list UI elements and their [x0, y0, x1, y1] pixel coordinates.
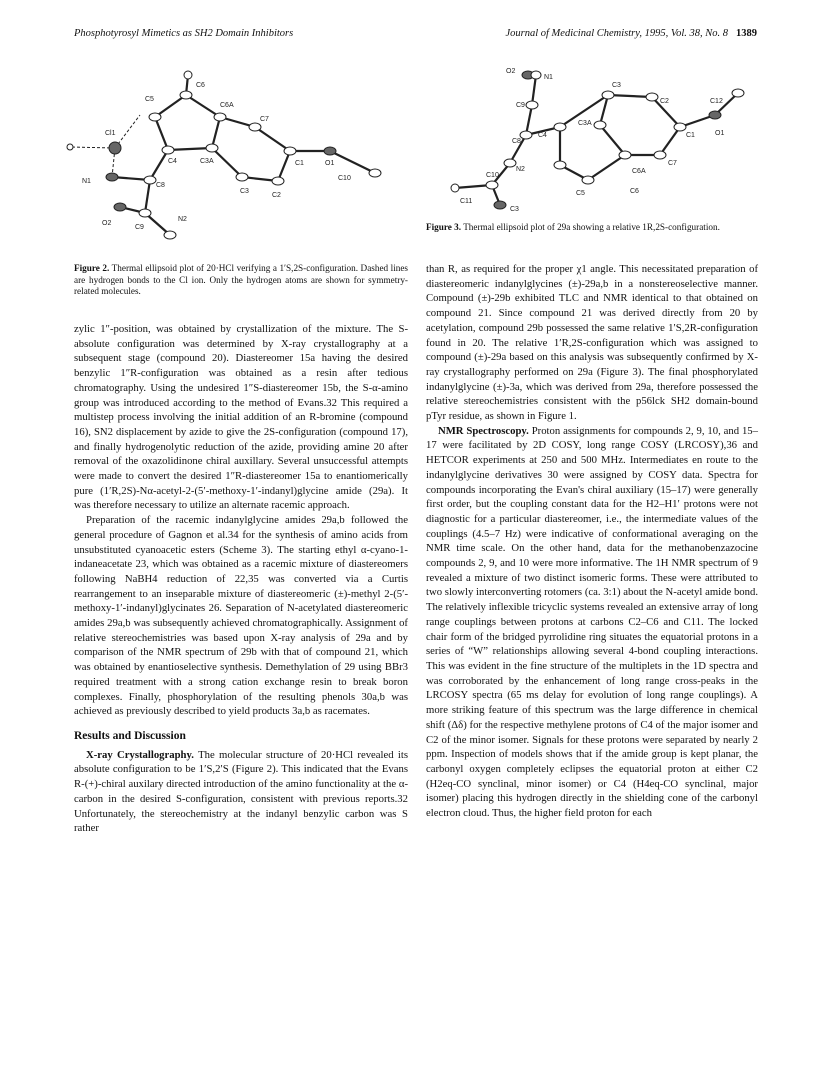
atom-label: C3 [510, 206, 519, 213]
atom-label: Cl1 [105, 130, 116, 137]
paragraph: zylic 1″-position, was obtained by crystallization of the mixture. The S-absolute configuration was determined by X-ray crystallography at a subsequent stage (compound 20). Diastereomer 15a having the desired benzylic 1″R-configuration was obtained as a resin after tedious chromatography. Using the undesired 1″S-diastereomer 15b, the S-α-amino group was introduced according to the method of Evans.32 This required a multistep process involving the initial addition of an R-bromine (compound 16), SN2 displacement by azide to give the 2S-configuration (compound 17), and finally hydrogenolytic reduction of the azide, providing amine 20 after removal of the oxazolidinone chiral auxillary. Several unsuccessful attempts were made to convert the desired 1″R-diastereomer 15a to enantiomerically pure (1′R,2S)-Nα-acetyl-2-(5′-methoxy-1′-indanyl)glycine amide (29a). It was therefore necessary to utilize an alternate racemic approach. [74, 323, 408, 512]
atom-label: C7 [668, 160, 677, 167]
atom-label: O2 [506, 68, 516, 75]
atom-label: C6A [632, 168, 646, 175]
atom-label: C1 [295, 160, 304, 167]
paragraph-text: Proton assignments for compounds 2, 9, 10, and 15–17 were facilitated by 2D COSY, long range COSY (LRCOSY),36 and HETCOR experiments at 250 and 500 MHz. Intermediates en route to the indanylglycine derivatives 30 were assigned by COSY data. Spectra for compounds incorporating the Evan's chiral auxiliary (15–17) were generally first order, but the coupling constant data for the H2–H1′ protons were not diagnostic for a particular diastereomer, i.e., the intermediate values of the couplings (4.5–7 Hz) were indicative of conformational averaging on the NMR time scale. On the other hand, data for the methanobenzazocine compounds 2, 9, and 10 were more informative. The 1H NMR spectrum of 9 revealed a mixture of two distinct isomeric forms. These were attributed to two slowly interconverting rotomers (ca. 3:1) about the N-acetyl amide bond. The relatively inflexible tricyclic systems revealed an extensive array of long range couplings between protons at carbons C2–C6 and C11. The locked chair form of the bridged pyrrolidine ring situates the equatorial protons in a series of “W” relationships allowing several 4-bond coupling interactions. This was evident in the fine structure of the multiplets in the 1D spectra and was corroborated by the enhancement of long range cross-peaks in the LRCOSY spectra (65 ms delay for evolution of long range couplings). A more striking feature of this spectrum was the large difference in chemical shift (Δδ) for the respective methylene protons of C4 of the major isomer and C2 of the minor isomer. Signals for these protons were separated by nearly 2 ppm. Inspection of models shows that if the amide group is kept planar, the carbonyl oxygen completely eclipses the equatorial proton at either C2 (H2eq-CO synclinal, minor isomer) or C4 (H4eq-CO synclinal, major isomer) placing this hydrogen directly in the shielding cone of the carbonyl electron cloud. Thus, the higher field proton for each [426, 424, 758, 820]
atom-label: C4 [168, 158, 177, 165]
atom-label: C9 [135, 224, 144, 231]
running-header [74, 28, 757, 44]
atom-label: N2 [516, 166, 525, 173]
atom-label: C5 [576, 190, 585, 197]
right-column [426, 262, 758, 821]
atom-label: N2 [178, 216, 187, 223]
run-in-heading: X-ray Crystallography. [86, 748, 194, 761]
atom-label: C1 [686, 132, 695, 139]
atom-label: O1 [325, 160, 335, 167]
paragraph [426, 424, 758, 821]
atom-label: C7 [260, 116, 269, 123]
atom-label: C5 [145, 96, 154, 103]
journal-citation: Journal of Medicinal Chemistry, 1995, Vol. 38, No. 8 [505, 28, 728, 39]
atom-label: C8 [512, 138, 521, 145]
atom-label: N1 [544, 74, 553, 81]
header-journal [505, 28, 757, 39]
figure-2 [50, 55, 410, 255]
atom-label: C3A [200, 158, 214, 165]
caption-label: Figure 3. [426, 222, 462, 232]
atom-label: C6 [196, 82, 205, 89]
atom-label: C9 [516, 102, 525, 109]
figure-2-caption [74, 263, 408, 298]
caption-text: Thermal ellipsoid plot of 29a showing a relative 1R,2S-configuration. [463, 222, 720, 232]
paragraph: than R, as required for the proper χ1 angle. This necessitated preparation of diastereomeric indanylglycines (±)-29a,b in a nonstereoselective manner. Compound (±)-29b exhibited TLC and NMR identical to that obtained on compound 21. Since compound 21 was derived directly from 20 by acetylation, compound 29b possessed the same relative 1′S,2R-configuration found in 20. The relative 1′R,2S-configuration which was assigned to compound (±)-29a based on this analysis was subsequently confirmed by X-ray crystallography performed on 29a (Figure 3). The final phosphorylated indanylglycine (±)-3a, which was derived from 29a, therefore possessed the relative stereochemistries consistent with the p56lck SH2 domain-bound pTyr residue, as shown in Figure 1. [426, 263, 758, 423]
atom-label: C10 [486, 172, 499, 179]
figure-3-atoms [451, 71, 744, 209]
atom-label: C4 [538, 132, 547, 139]
section-heading: Results and Discussion [74, 729, 186, 742]
caption-label: Figure 2. [74, 263, 110, 273]
figure-2-drawing [50, 55, 410, 255]
atom-label: C10 [338, 175, 351, 182]
atom-label: C11 [460, 198, 473, 205]
figure-3-caption [426, 222, 758, 234]
paragraph [74, 748, 408, 836]
atom-label: C3 [240, 188, 249, 195]
atom-label: C6 [630, 188, 639, 195]
figure-3-drawing [420, 55, 760, 215]
run-in-heading: NMR Spectroscopy. [438, 424, 529, 437]
atom-label: C12 [710, 98, 723, 105]
left-column [74, 322, 408, 836]
atom-label: C8 [156, 182, 165, 189]
atom-label: O1 [715, 130, 725, 137]
atom-label: C3A [578, 120, 592, 127]
atom-label: C3 [612, 82, 621, 89]
figure-3-labels [460, 68, 724, 213]
page-number: 1389 [736, 28, 757, 39]
header-title: Phosphotyrosyl Mimetics as SH2 Domain Inhibitors [74, 28, 294, 39]
atom-label: C2 [660, 98, 669, 105]
paragraph: Preparation of the racemic indanylglycine amides 29a,b followed the general procedure of Gagnon et al.34 for the synthesis of amino acids from unsubstituted cyanoacetic esters (Scheme 3). The starting ethyl α-cyano-1-indaneacetate 23, which was obtained as a racemic mixture of diastereomers following NaBH4 reduction of 22,35 was converted via a Curtis rearrangement to an inseparable mixture of diastereomeric (±)-methyl 2-(5′-methoxy-1′-indanyl)glycinates 26. Separation of N-acetylated diastereomeric amides 29a,b was subsequently achieved chromatographically. Assignment of relative stereochemistries was based upon X-ray analysis of 29a and by comparison of the NMR spectrum of 29b with that of compound 21, which was obtained by enantioselective synthesis. Demethylation of 29 using BBr3 required treatment with a strong cation exchange resin to break boron complexes. Finally, phosphorylation of the resulting phenols 30a,b was achieved as previously described to yield products 3a,b as racemates. [74, 514, 408, 718]
paragraph-text: The molecular structure of 20·HCl revealed its absolute configuration to be 1′S,2′S (Figure 2). This indicated that the Evans R-(+)-chiral auxilary directed introduction of the amino functionality at the α-carbon in the desired S-configuration, consistent with previous reports.32 Unfortunately, the stereochemistry at the indanyl benzylic carbon was S rather [74, 748, 409, 835]
atom-label: O2 [102, 220, 112, 227]
atom-label: C6A [220, 102, 234, 109]
atom-label: N1 [82, 178, 91, 185]
figure-3 [420, 55, 760, 215]
caption-text: Thermal ellipsoid plot of 20·HCl verifying a 1′S,2S-configuration. Dashed lines are hydrogen bonds to the Cl ion. Only the hydrogen atoms are shown for symmetry-related molecules. [74, 263, 409, 296]
atom-label: C2 [272, 192, 281, 199]
